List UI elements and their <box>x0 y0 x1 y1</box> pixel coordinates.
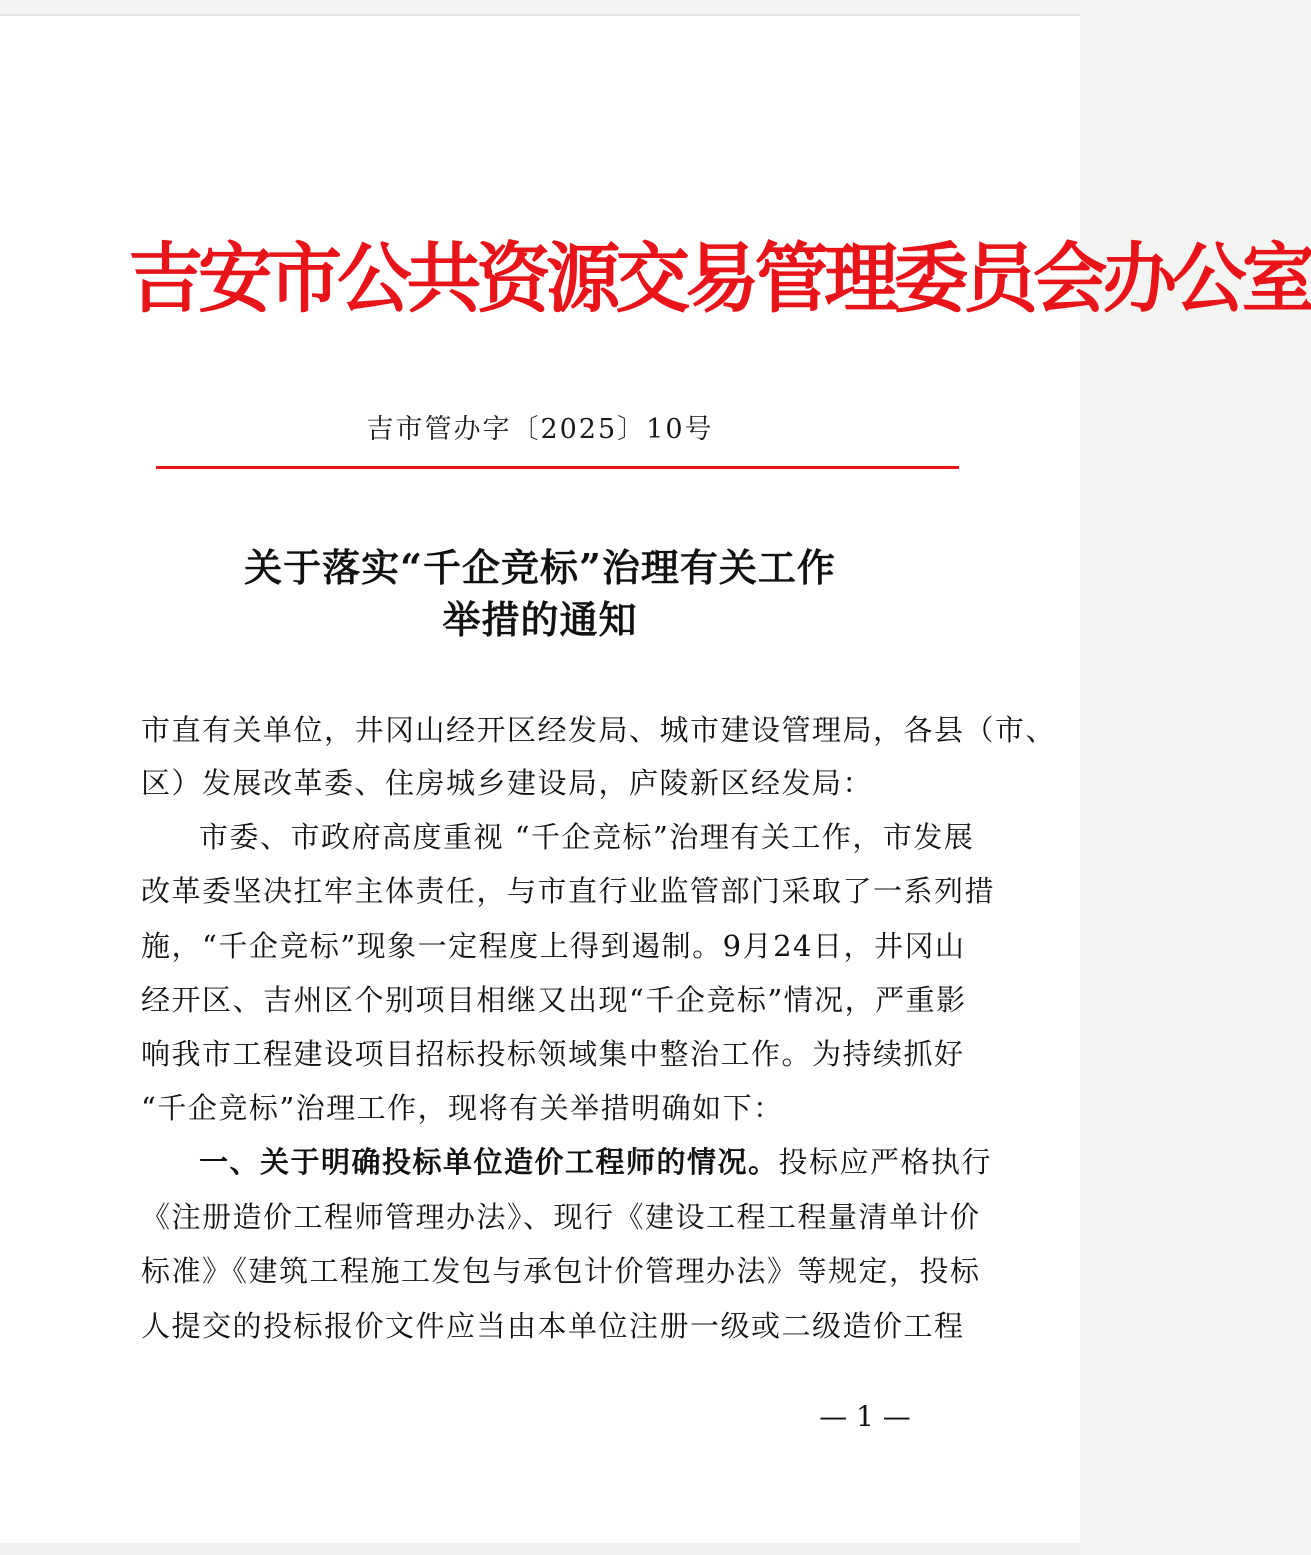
body-line-2: 区）发展改革委、住房城乡建设局，庐陵新区经发局： <box>141 766 874 800</box>
section-1-heading: 一、关于明确投标单位造价工程师的情况。 <box>199 1145 779 1179</box>
body-line-1: 市直有关单位，井冈山经开区经发局、城市建设管理局，各县（市、 <box>141 713 1057 747</box>
body-line-4: 改革委坚决扛牢主体责任，与市直行业监管部门采取了一系列措 <box>141 874 996 908</box>
body-line-12: 人提交的投标报价文件应当由本单位注册一级或二级造价工程 <box>141 1309 965 1343</box>
agency-header: 吉安市公共资源交易管理委员会办公室 <box>128 234 1311 323</box>
body-line-6: 经开区、吉州区个别项目相继又出现“千企竞标”情况，严重影 <box>141 983 967 1017</box>
red-divider <box>156 466 959 469</box>
document-title-line-1: 关于落实“千企竞标”治理有关工作 <box>244 545 836 590</box>
section-1-paragraph-start <box>199 1142 993 1182</box>
body-line-3: 市委、市政府高度重视 “千企竞标”治理有关工作，市发展 <box>199 820 975 854</box>
document-title-line-2: 举措的通知 <box>442 597 638 642</box>
body-line-5: 施，“千企竞标”现象一定程度上得到遏制。9月24日，井冈山 <box>141 929 966 963</box>
body-line-11: 标准》《建筑工程施工发包与承包计价管理办法》等规定，投标 <box>141 1254 981 1288</box>
body-line-7: 响我市工程建设项目招标投标领域集中整治工作。为持续抓好 <box>141 1037 965 1071</box>
document-number: 吉市管办字〔2025〕10号 <box>366 414 714 445</box>
body-line-9-text: 投标应严格执行 <box>778 1145 993 1179</box>
page-number: — 1 — <box>819 1400 911 1433</box>
body-line-8: “千企竞标”治理工作，现将有关举措明确如下： <box>141 1091 784 1125</box>
page-bottom-edge <box>0 1543 1080 1555</box>
body-line-10: 《注册造价工程师管理办法》、现行《建设工程工程量清单计价 <box>141 1200 981 1234</box>
